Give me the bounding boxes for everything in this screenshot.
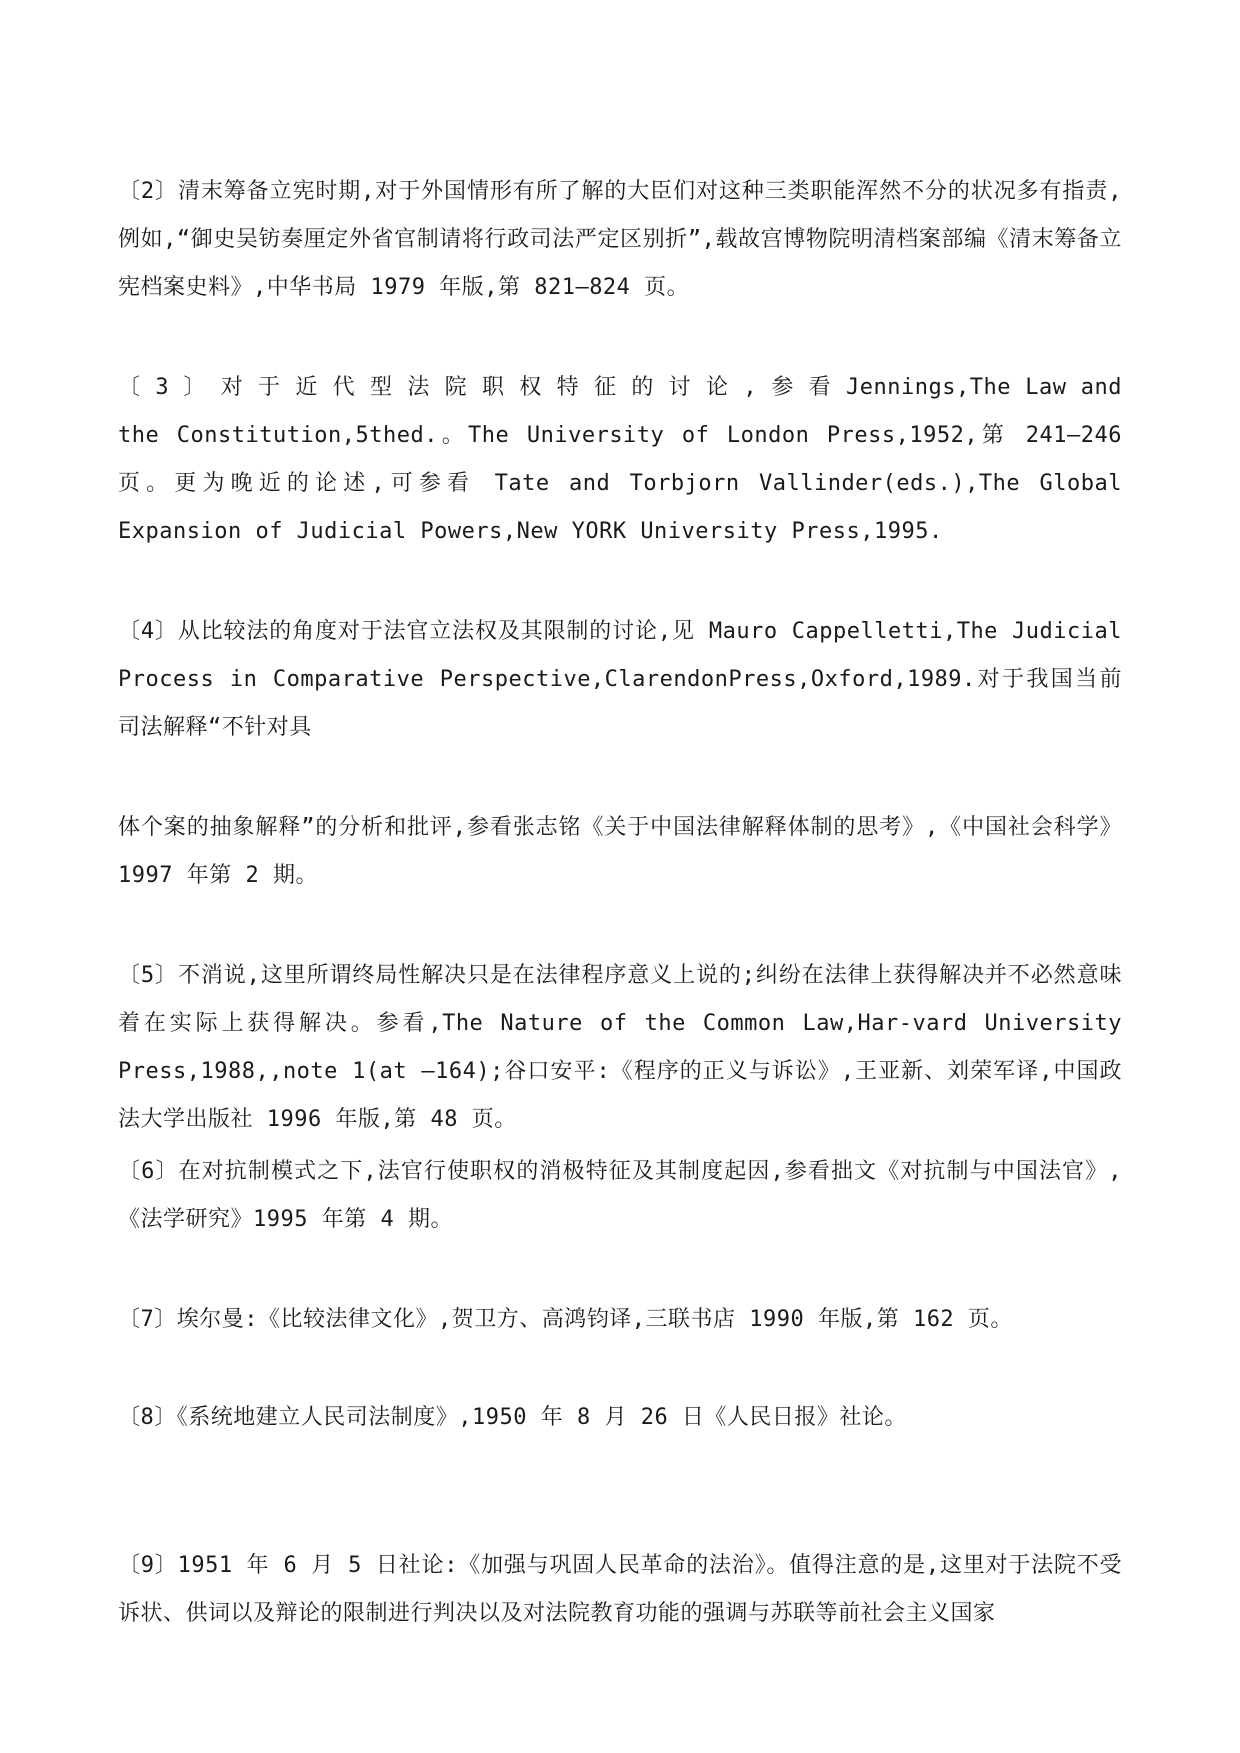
footnote-2 bbox=[118, 168, 1122, 312]
footnote-text: 〔8〕《系统地建立人民司法制度》,1950 年 8 月 26 日《人民日报》社论。 bbox=[118, 1405, 907, 1430]
footnote-text: 〔7〕埃尔曼:《比较法律文化》,贺卫方、高鸿钧译,三联书店 1990 年版,第 162 页。 bbox=[118, 1307, 1013, 1332]
footnote-4-continuation bbox=[118, 804, 1122, 900]
footnote-4 bbox=[118, 608, 1122, 752]
footnote-text: 〔 3 〕 对 于 近 代 型 法 院 职 权 特 征 的 讨 论 , 参 看 Jennings,The Law and the Constitution,5thed.。The University of London Press,1952,第 241—246 页。更为晚近的论述,可参看 Tate and Torbjorn Vallinder(eds.),The Global Expansion of Judicial Powers,New YORK University Press,1995. bbox=[118, 375, 1122, 544]
footnote-5 bbox=[118, 952, 1122, 1144]
footnote-text: 体个案的抽象解释”的分析和批评,参看张志铭《关于中国法律解释体制的思考》,《中国社会科学》1997 年第 2 期。 bbox=[118, 815, 1122, 888]
footnote-text: 〔9〕1951 年 6 月 5 日社论:《加强与巩固人民革命的法治》。值得注意的是,这里对于法院不受诉状、供词以及辩论的限制进行判决以及对法院教育功能的强调与苏联等前社会主义国家 bbox=[118, 1553, 1122, 1626]
footnote-text: 〔2〕清末筹备立宪时期,对于外国情形有所了解的大臣们对这种三类职能浑然不分的状况多有指责,例如,“御史吴钫奏厘定外省官制请将行政司法严定区别折”,载故宫博物院明清档案部编《清末筹备立宪档案史料》,中华书局 1979 年版,第 821—824 页。 bbox=[118, 179, 1122, 300]
footnote-text: 〔4〕从比较法的角度对于法官立法权及其限制的讨论,见 Mauro Cappelletti,The Judicial Process in Comparative Perspective,ClarendonPress,Oxford,1989.对于我国当前司法解释“不针对具 bbox=[118, 619, 1122, 740]
footnote-8 bbox=[118, 1394, 1122, 1442]
footnote-6 bbox=[118, 1148, 1122, 1244]
footnote-9 bbox=[118, 1542, 1122, 1638]
footnote-text: 〔5〕不消说,这里所谓终局性解决只是在法律程序意义上说的;纠纷在法律上获得解决并不必然意味着在实际上获得解决。参看,The Nature of the Common Law,Har-vard University Press,1988,,note 1(at —164);谷口安平:《程序的正义与诉讼》,王亚新、刘荣军译,中国政法大学出版社 1996 年版,第 48 页。 bbox=[118, 963, 1122, 1132]
footnote-text: 〔6〕在对抗制模式之下,法官行使职权的消极特征及其制度起因,参看拙文《对抗制与中国法官》,《法学研究》1995 年第 4 期。 bbox=[118, 1159, 1122, 1232]
footnote-7 bbox=[118, 1296, 1122, 1344]
footnote-3 bbox=[118, 364, 1122, 556]
